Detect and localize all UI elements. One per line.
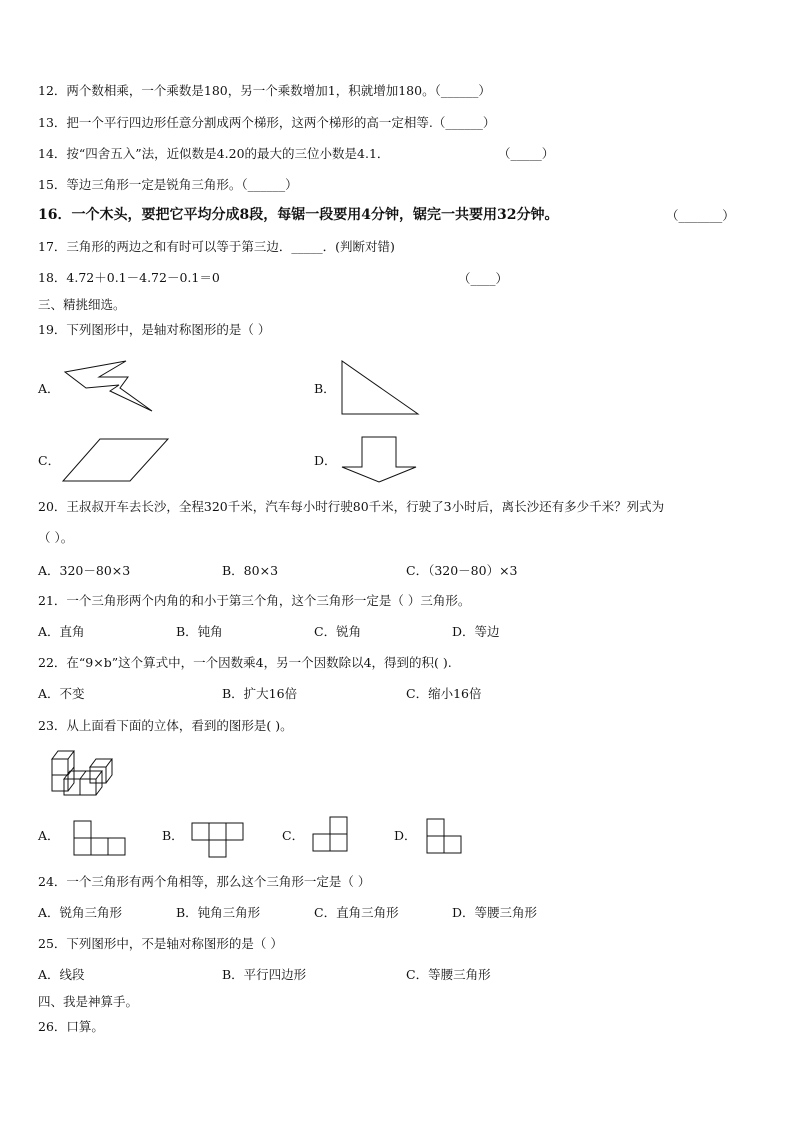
question-21-stem: 21．一个三角形两个内角的和小于第三个角，这个三角形一定是（ ）三角形。 <box>38 593 471 608</box>
question-18-blank: （____） <box>458 271 509 286</box>
question-12: 12．两个数相乘，一个乘数是180，另一个乘数增加1，积就增加180。（______） <box>38 83 491 98</box>
question-20-stem: 20．王叔叔开车去长沙，全程320千米，汽车每小时行驶80千米，行驶了3小时后，离长沙还有多少千米？列式为 <box>38 499 665 514</box>
down-arrow-icon <box>338 434 420 486</box>
question-26: 26．口算。 <box>38 1019 104 1034</box>
question-16-blank: （_______） <box>666 208 735 223</box>
question-19-stem: 19．下列图形中，是轴对称图形的是（ ） <box>38 322 271 337</box>
q23-option-c-label: C． <box>282 828 305 843</box>
question-14: 14．按“四舍五入”法，近似数是4.20的最大的三位小数是4.1． <box>38 146 390 161</box>
view-c-shape <box>312 816 352 854</box>
section-4-heading: 四、我是神算手。 <box>38 994 139 1009</box>
q20-option-b: B．80×3 <box>222 563 279 578</box>
question-18: 18．4.72＋0.1－4.72－0.1＝0 <box>38 270 220 285</box>
view-d-shape <box>426 818 466 856</box>
parallelogram-icon <box>60 436 172 484</box>
q25-option-c: C．等腰三角形 <box>406 967 491 982</box>
q24-option-b: B．钝角三角形 <box>176 905 261 920</box>
q23-option-d-label: D． <box>394 828 417 843</box>
q19-option-c-label: C． <box>38 453 61 468</box>
q19-option-b-label: B． <box>314 381 336 396</box>
q24-option-d: D．等腰三角形 <box>452 905 538 920</box>
q22-option-b: B．扩大16倍 <box>222 686 298 701</box>
q24-option-a: A．锐角三角形 <box>38 905 123 920</box>
q21-option-d: D．等边 <box>452 624 500 639</box>
question-14-blank: （_____） <box>498 146 555 161</box>
question-23-stem: 23．从上面看下面的立体，看到的图形是( )。 <box>38 718 293 733</box>
view-a-shape <box>73 820 129 856</box>
question-24-stem: 24．一个三角形有两个角相等，那么这个三角形一定是（ ） <box>38 874 371 889</box>
q24-option-c: C．直角三角形 <box>314 905 399 920</box>
q20-option-c: C．（320－80）×3 <box>406 563 518 578</box>
question-13: 13．把一个平行四边形任意分割成两个梯形，这两个梯形的高一定相等.（______） <box>38 115 496 130</box>
q22-option-a: A．不变 <box>38 686 85 701</box>
q19-option-a-label: A． <box>38 381 60 396</box>
q21-option-b: B．钝角 <box>176 624 223 639</box>
question-25-stem: 25．下列图形中，不是轴对称图形的是（ ） <box>38 936 283 951</box>
q22-option-c: C．缩小16倍 <box>406 686 482 701</box>
question-15: 15．等边三角形一定是锐角三角形。（______） <box>38 177 298 192</box>
question-20-stem-cont: （ ）。 <box>38 530 74 545</box>
q20-option-a: A．320－80×3 <box>38 563 131 578</box>
cube-solid-figure <box>48 745 114 799</box>
q19-option-d-label: D． <box>314 453 337 468</box>
q23-option-b-label: B． <box>162 828 184 843</box>
question-16: 16．一个木头，要把它平均分成8段，每锯一段要用4分钟，锯完一共要用32分钟。 <box>38 207 559 223</box>
lightning-icon <box>62 358 156 414</box>
right-triangle-icon <box>338 358 422 418</box>
q23-option-a-label: A． <box>38 828 60 843</box>
question-17: 17．三角形的两边之和有时可以等于第三边．_____．(判断对错) <box>38 239 395 254</box>
q25-option-a: A．线段 <box>38 967 85 982</box>
q25-option-b: B．平行四边形 <box>222 967 307 982</box>
view-b-shape <box>191 822 247 860</box>
q21-option-a: A．直角 <box>38 624 85 639</box>
q21-option-c: C．锐角 <box>314 624 362 639</box>
section-3-heading: 三、精挑细选。 <box>38 297 126 312</box>
question-22-stem: 22．在“9×b”这个算式中，一个因数乘4，另一个因数除以4，得到的积( ). <box>38 655 452 670</box>
